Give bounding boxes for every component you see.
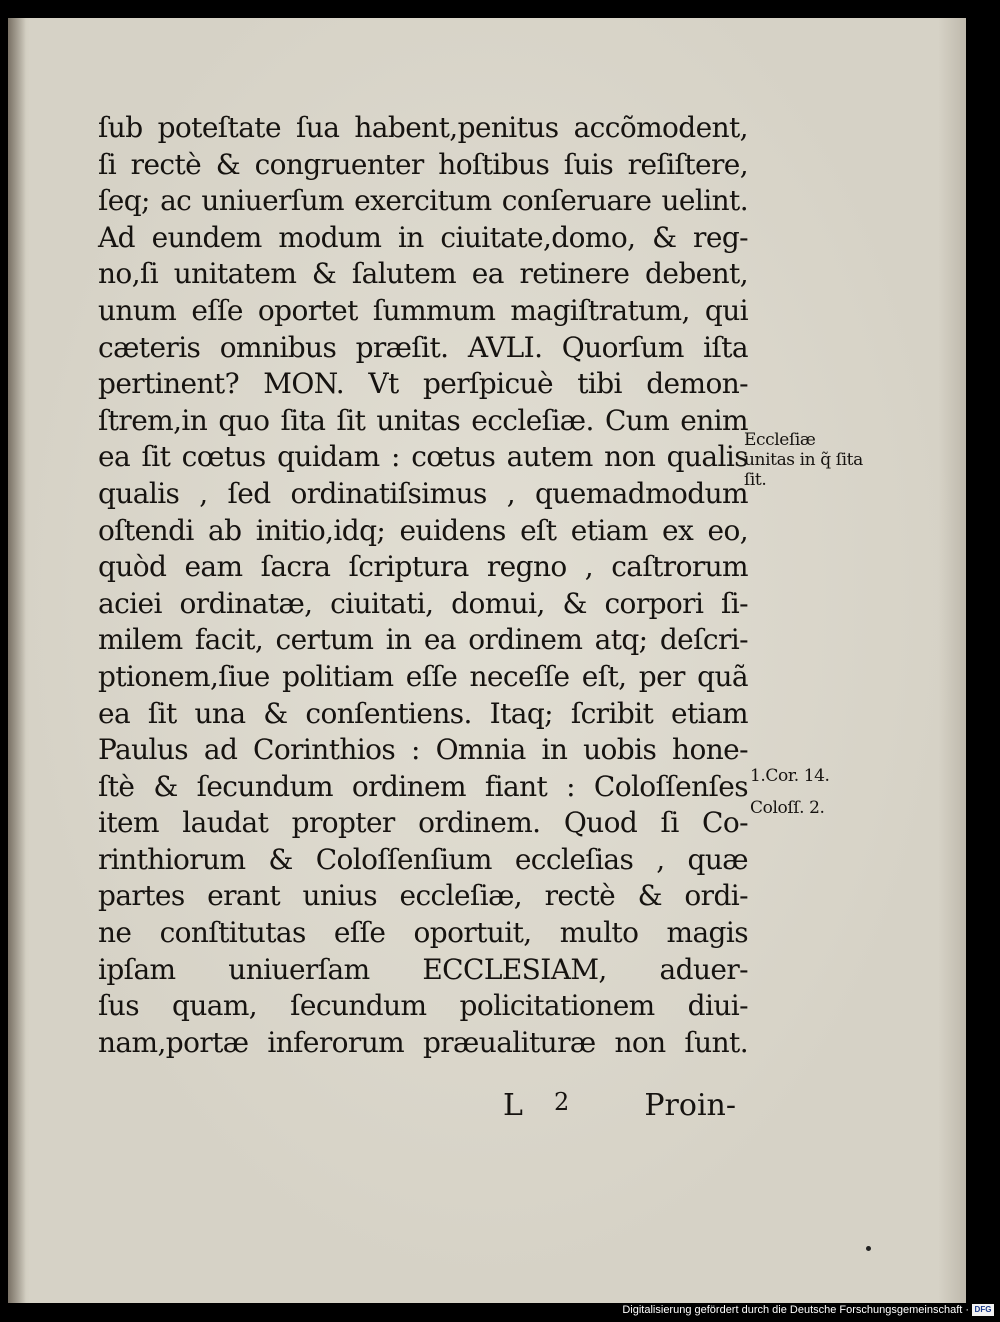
credit-text: Digitalisierung gefördert durch die Deutsche Forschungsgemeinschaft bbox=[622, 1304, 963, 1316]
dfg-logo-icon: DFG bbox=[972, 1304, 994, 1316]
marginal-note-corinthians: 1.Cor. 14. bbox=[750, 766, 830, 786]
book-page bbox=[8, 18, 966, 1303]
catchword: Proin- bbox=[644, 1088, 736, 1123]
text-line: cæteris omnibus præſit. AVLI. Quorſum iſta bbox=[98, 330, 748, 364]
text-line: ea ſit una & conſentiens. Itaq; ſcribit etiam bbox=[98, 696, 748, 730]
digitization-credit bbox=[622, 1302, 994, 1318]
ink-speck bbox=[866, 1246, 871, 1251]
text-line: ſtrem,in quo ſita ſit unitas eccleſiæ. Cum enim bbox=[98, 403, 748, 437]
text-line: unum eſſe oportet ſummum magiſtratum, qui bbox=[98, 293, 748, 327]
marginal-note-colossians: Coloſſ. 2. bbox=[750, 798, 825, 818]
signature-number: 2 bbox=[554, 1088, 570, 1116]
text-line: partes erant unius eccleſiæ, rectè & ordi- bbox=[98, 879, 748, 913]
text-line: ne conſtitutas eſſe oportuit, multo magis bbox=[98, 916, 748, 950]
text-line: ſtè & ſecundum ordinem fiant : Coloſſenſes bbox=[98, 769, 748, 803]
text-line: ſus quam, ſecundum policitationem diui- bbox=[98, 989, 748, 1023]
text-line: ipſam uniuerſam ECCLESIAM, aduer- bbox=[98, 952, 748, 986]
text-line: ſub poteſtate ſua habent,penitus accõmodent, bbox=[98, 111, 748, 144]
text-line: item laudat propter ordinem. Quod ſi Co- bbox=[98, 806, 748, 840]
gutter-shadow bbox=[8, 18, 26, 1303]
text-line: ea ſit cœtus quidam : cœtus autem non qualis bbox=[98, 440, 748, 474]
text-line: ſeq; ac uniuerſum exercitum conſeruare uelint. bbox=[98, 184, 748, 218]
marginal-note-ecclesiae: Eccleſiæ unitas in q̃ ſita ſit. bbox=[744, 430, 863, 490]
text-line: Ad eundem modum in ciuitate,domo, & reg- bbox=[98, 220, 748, 254]
text-line: oſtendi ab initio,idq; euidens eſt etiam ex eo, bbox=[98, 513, 748, 547]
text-line: aciei ordinatæ, ciuitati, domui, & corpori ſi- bbox=[98, 586, 748, 620]
text-line: no,ſi unitatem & ſalutem ea retinere debent, bbox=[98, 257, 748, 291]
page-foot-line bbox=[98, 1088, 748, 1128]
main-text-block bbox=[98, 110, 748, 1061]
text-line: ſi rectè & congruenter hoſtibus ſuis reſiſtere, bbox=[98, 147, 748, 181]
text-line: milem facit, certum in ea ordinem atq; deſcri- bbox=[98, 623, 748, 657]
text-line: Paulus ad Corinthios : Omnia in uobis hone- bbox=[98, 733, 748, 767]
text-line: rinthiorum & Coloſſenſium eccleſias , quæ bbox=[98, 842, 748, 876]
text-line: qualis , ſed ordinatiſsimus , quemadmodum bbox=[98, 476, 748, 510]
text-line: quòd eam ſacra ſcriptura regno , caſtrorum bbox=[98, 550, 748, 584]
credit-separator: · bbox=[965, 1304, 969, 1316]
text-line: pertinent? MON. Vt perſpicuè tibi demon- bbox=[98, 367, 748, 401]
text-line: nam,portæ inferorum præualituræ non ſunt. bbox=[98, 1025, 748, 1059]
text-line: ptionem,ſiue politiam eſſe neceſſe eſt, per quã bbox=[98, 659, 748, 693]
signature-mark: L bbox=[503, 1088, 523, 1123]
